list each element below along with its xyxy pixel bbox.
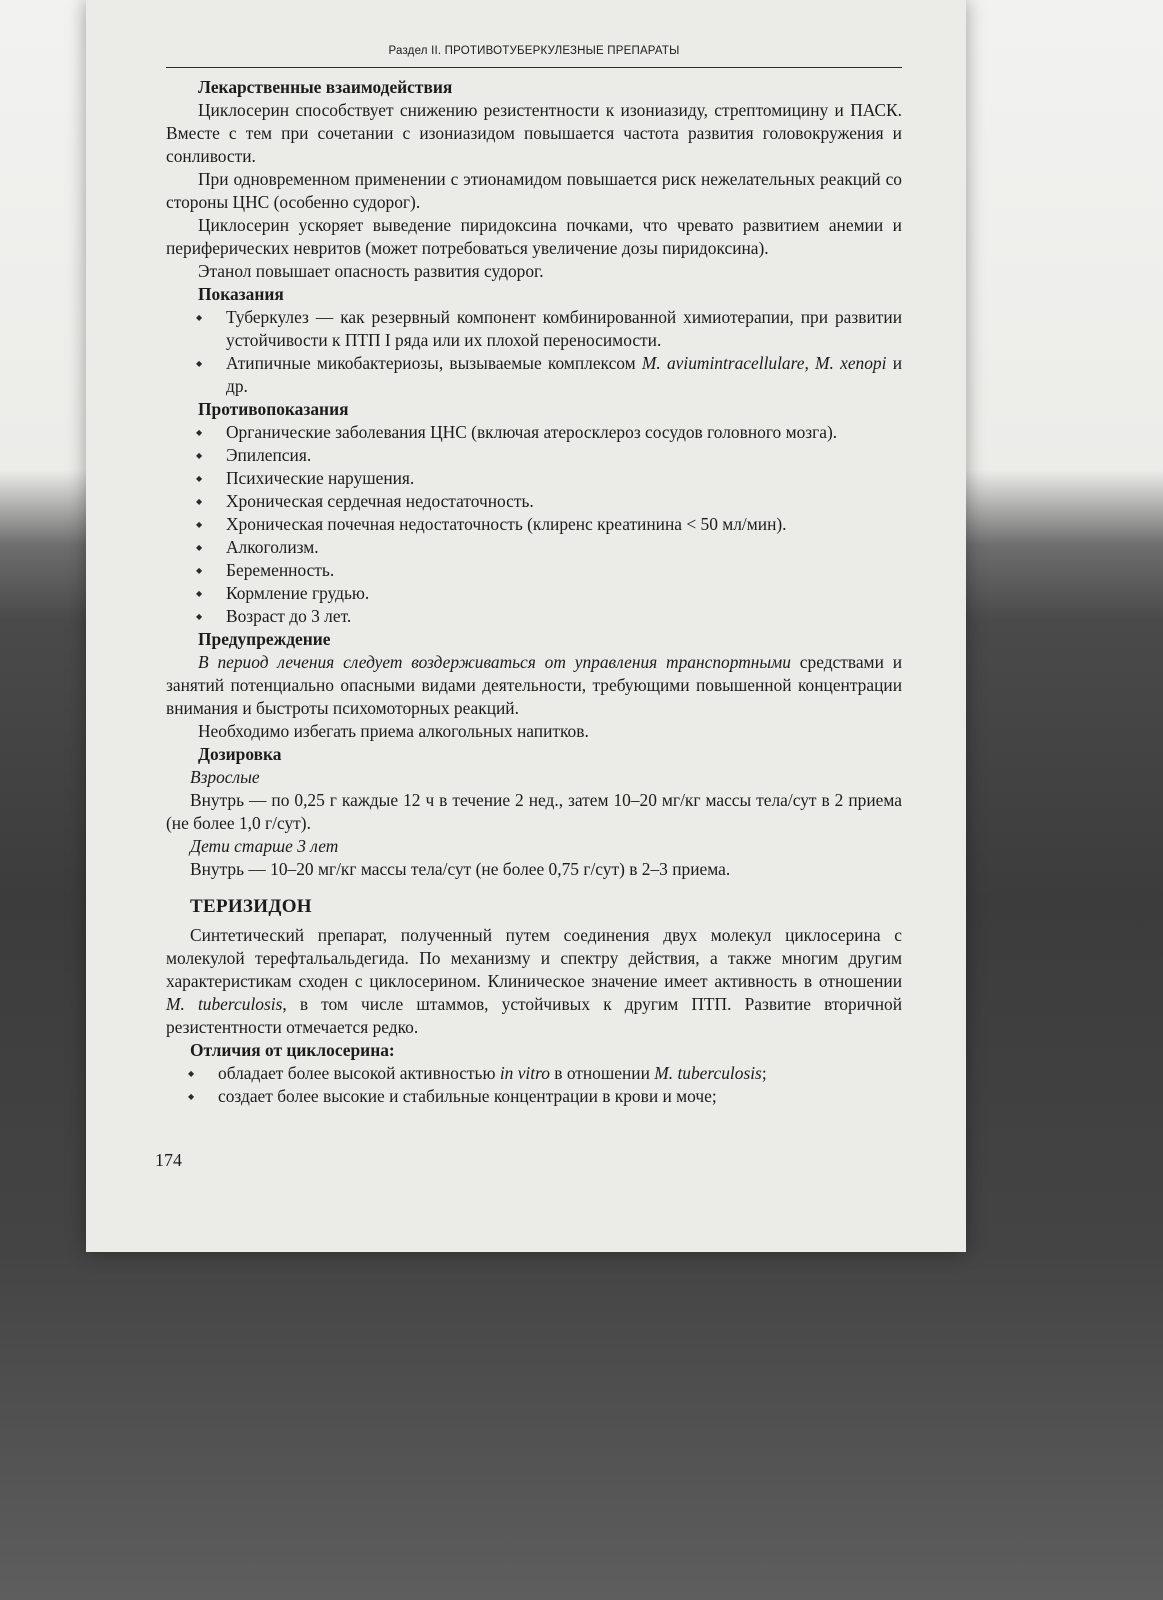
contraindication-item: ◆ Возраст до 3 лет. xyxy=(226,605,902,628)
indication-item: ◆ Туберкулез — как резервный компонент комбинированной химиотерапии, при развитии устойчивости к ПТП I ряда или их плохой переносимости. xyxy=(226,306,902,352)
indication-text-end: и др. xyxy=(226,353,903,396)
dosage-adults-text: Внутрь — по 0,25 г каждые 12 ч в течение 2 нед., затем 10–20 мг/кг массы тела/сут в 2 приема (не более 1,0 г/сут). xyxy=(166,790,902,833)
contraindication-item: ◆ Психические нарушения. xyxy=(226,467,902,490)
difference-text-c: ; xyxy=(761,1063,767,1083)
indication-text: Атипичные микобактериозы, вызываемые комплексом xyxy=(226,353,642,373)
interactions-paragraph-2: При одновременном применении с этионамидом повышается риск нежелательных реакций со стороны ЦНС (особенно судорог). xyxy=(166,169,902,212)
contraindication-item: ◆ Алкоголизм. xyxy=(226,536,902,559)
differences-list xyxy=(166,1062,902,1108)
terizidone-paragraph xyxy=(166,924,902,1039)
terizidone-text-a: Синтетический препарат, полученный путем соединения двух молекул циклосерина с молекулой терефтальальдегида. По механизму и спектру действия, а также многим другим характеристикам сходен с циклосерином. Клиническое значение имеет активность в отношении xyxy=(166,925,902,991)
running-head: Раздел II. ПРОТИВОТУБЕРКУЛЕЗНЫЕ ПРЕПАРАТЫ xyxy=(166,40,902,68)
difference-item xyxy=(218,1062,902,1085)
interactions-heading: Лекарственные взаимодействия xyxy=(198,77,453,97)
interactions-paragraph-1: Циклосерин способствует снижению резистентности к изониазиду, стрептомицину и ПАСК. Вместе с тем при сочетании с изониазидом повышается частота развития головокружения и сонливости. xyxy=(166,100,902,166)
dosage-children-text: Внутрь — 10–20 мг/кг массы тела/сут (не более 0,75 г/сут) в 2–3 приема. xyxy=(190,859,731,879)
contraindication-item: ◆ Органические заболевания ЦНС (включая атеросклероз сосудов головного мозга). xyxy=(226,421,902,444)
organism-name: M. tuberculosis xyxy=(654,1063,762,1083)
interactions-paragraph-3: Циклосерин ускоряет выведение пиридоксина почками, что чревато развитием анемии и периферических невритов (может потребоваться увеличение дозы пиридоксина). xyxy=(166,215,902,258)
organism-names: M. aviumintracellulare, M. xenopi xyxy=(641,353,887,373)
contraindication-item: ◆ Беременность. xyxy=(226,559,902,582)
page-content xyxy=(166,40,902,1108)
warning-heading: Предупреждение xyxy=(198,629,331,649)
warning-paragraph-1 xyxy=(166,651,902,720)
contraindications-heading: Противопоказания xyxy=(198,399,349,419)
indication-item xyxy=(226,352,902,398)
difference-text-b: в отношении xyxy=(549,1063,655,1083)
interactions-paragraph-4: Этанол повышает опасность развития судорог. xyxy=(198,261,544,281)
contraindication-item: ◆ Кормление грудью. xyxy=(226,582,902,605)
difference-item: ◆ создает более высокие и стабильные концентрации в крови и моче; xyxy=(218,1085,902,1108)
page-number: 174 xyxy=(155,1150,182,1170)
warning-text: средствами и занятий потенциально опасными видами деятельности, требующими повышенной концентрации внимания и быстроты психомоторных реакций. xyxy=(166,652,902,718)
dosage-adults-label: Взрослые xyxy=(190,767,260,787)
in-vitro-term: in vitro xyxy=(499,1063,550,1083)
indications-heading: Показания xyxy=(198,284,284,304)
contraindication-item: ◆ Эпилепсия. xyxy=(226,444,902,467)
dosage-children-label: Дети старше 3 лет xyxy=(190,836,339,856)
contraindication-item: ◆ Хроническая сердечная недостаточность. xyxy=(226,490,902,513)
organism-name: M. tuberculosis xyxy=(166,994,283,1014)
book-page xyxy=(86,0,966,1252)
indications-list xyxy=(166,306,902,398)
contraindication-item: ◆ Хроническая почечная недостаточность (клиренс креатинина < 50 мл/мин). xyxy=(226,513,902,536)
differences-heading: Отличия от циклосерина: xyxy=(190,1040,395,1060)
warning-paragraph-2: Необходимо избегать приема алкогольных напитков. xyxy=(198,721,589,741)
difference-text-a: обладает более высокой активностью xyxy=(218,1063,500,1083)
dosage-heading: Дозировка xyxy=(198,744,282,764)
terizidone-text-b: , в том числе штаммов, устойчивых к другим ПТП. Развитие вторичной резистентности отмечается редко. xyxy=(166,994,902,1037)
warning-italic-lead: В период лечения следует воздерживаться от управления транспортными xyxy=(198,652,791,672)
section-title-terizidone: ТЕРИЗИДОН xyxy=(190,896,312,917)
contraindications-list xyxy=(166,421,902,628)
